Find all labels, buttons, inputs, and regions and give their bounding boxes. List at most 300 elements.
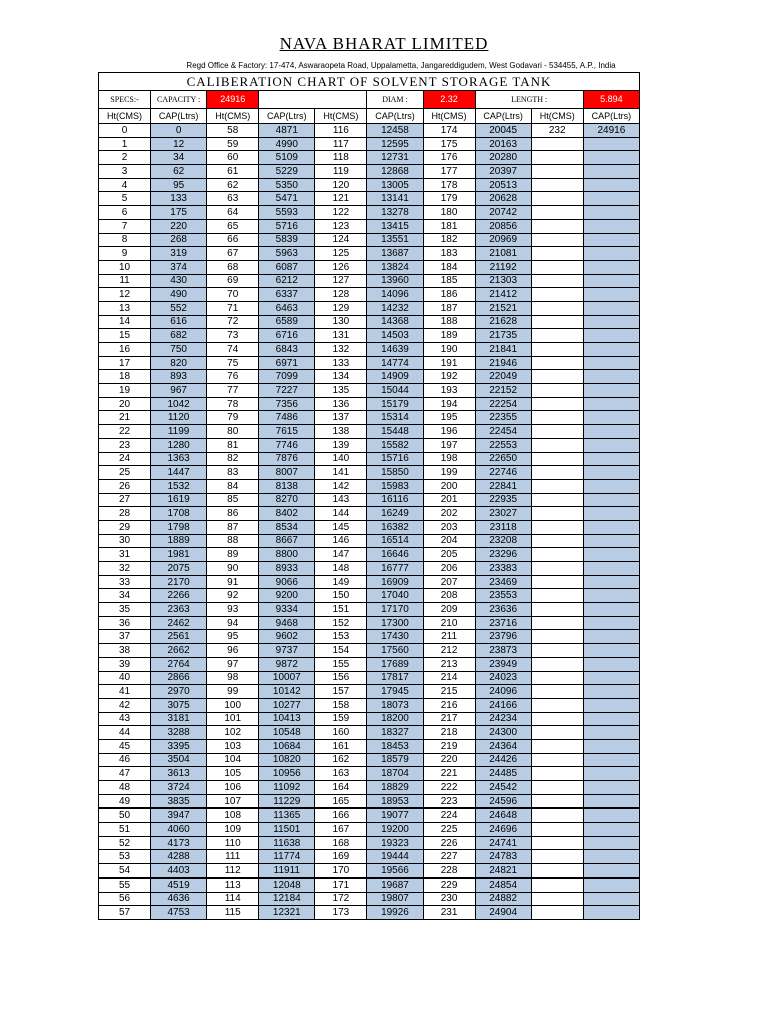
capacity-cell: 22454 [475, 425, 531, 439]
height-cell: 60 [207, 151, 259, 165]
height-cell: 25 [99, 466, 151, 480]
capacity-cell: 12731 [367, 151, 423, 165]
capacity-cell: 9334 [259, 603, 315, 617]
capacity-cell: 7099 [259, 370, 315, 384]
capacity-cell [583, 452, 639, 466]
height-cell: 9 [99, 247, 151, 261]
height-cell: 15 [99, 329, 151, 343]
height-cell [531, 274, 583, 288]
height-cell: 120 [315, 178, 367, 192]
table-row [99, 850, 640, 864]
height-cell [531, 466, 583, 480]
capacity-cell [583, 507, 639, 521]
capacity-cell: 22935 [475, 493, 531, 507]
capacity-cell: 4060 [151, 823, 207, 837]
column-header: CAP(Ltrs) [475, 109, 531, 124]
capacity-cell: 15448 [367, 425, 423, 439]
height-cell: 55 [99, 878, 151, 892]
height-cell [531, 906, 583, 920]
table-row [99, 384, 640, 398]
table-row [99, 906, 640, 920]
table-row [99, 124, 640, 138]
capacity-cell [583, 657, 639, 671]
capacity-cell: 10684 [259, 739, 315, 753]
height-cell [531, 452, 583, 466]
height-cell: 214 [423, 671, 475, 685]
capacity-cell: 1363 [151, 452, 207, 466]
capacity-cell: 820 [151, 356, 207, 370]
height-cell: 109 [207, 823, 259, 837]
capacity-cell: 21628 [475, 315, 531, 329]
capacity-cell: 4990 [259, 137, 315, 151]
capacity-cell: 616 [151, 315, 207, 329]
height-cell: 39 [99, 657, 151, 671]
table-row [99, 712, 640, 726]
capacity-cell: 9200 [259, 589, 315, 603]
capacity-cell [583, 589, 639, 603]
capacity-cell: 24854 [475, 878, 531, 892]
column-header: CAP(Ltrs) [259, 109, 315, 124]
height-cell [531, 493, 583, 507]
height-cell: 153 [315, 630, 367, 644]
table-row [99, 274, 640, 288]
height-cell: 91 [207, 575, 259, 589]
height-cell: 146 [315, 534, 367, 548]
height-cell: 232 [531, 124, 583, 138]
height-cell: 216 [423, 698, 475, 712]
table-row [99, 548, 640, 562]
column-header: Ht(CMS) [315, 109, 367, 124]
capacity-cell: 23296 [475, 548, 531, 562]
capacity-cell [583, 767, 639, 781]
capacity-cell: 430 [151, 274, 207, 288]
height-cell: 177 [423, 165, 475, 179]
height-cell [531, 397, 583, 411]
height-cell: 43 [99, 712, 151, 726]
table-row [99, 466, 640, 480]
column-header: Ht(CMS) [207, 109, 259, 124]
height-cell: 165 [315, 794, 367, 808]
capacity-cell: 6971 [259, 356, 315, 370]
capacity-cell: 19077 [367, 808, 423, 822]
capacity-cell: 12184 [259, 892, 315, 906]
capacity-cell: 18704 [367, 767, 423, 781]
height-cell: 141 [315, 466, 367, 480]
capacity-cell [583, 906, 639, 920]
capacity-cell [583, 165, 639, 179]
capacity-cell [583, 479, 639, 493]
capacity-cell: 9872 [259, 657, 315, 671]
table-row [99, 534, 640, 548]
height-cell [531, 151, 583, 165]
height-cell: 29 [99, 520, 151, 534]
capacity-cell: 2561 [151, 630, 207, 644]
capacity-cell: 2662 [151, 644, 207, 658]
capacity-cell: 24023 [475, 671, 531, 685]
table-row [99, 657, 640, 671]
capacity-cell [583, 794, 639, 808]
height-cell: 50 [99, 808, 151, 822]
capacity-cell [583, 233, 639, 247]
height-cell: 125 [315, 247, 367, 261]
capacity-cell: 5350 [259, 178, 315, 192]
company-address: Regd Office & Factory: 17-474, Aswaraopeta Road, Uppalametta, Jangareddigudem, West Godavari - 534455, A.P., India [186, 61, 616, 70]
height-cell [531, 178, 583, 192]
capacity-cell [583, 781, 639, 795]
height-cell [531, 864, 583, 878]
capacity-cell: 17689 [367, 657, 423, 671]
height-cell: 157 [315, 685, 367, 699]
height-cell: 13 [99, 301, 151, 315]
capacity-cell [583, 548, 639, 562]
capacity-cell: 10956 [259, 767, 315, 781]
capacity-cell: 8402 [259, 507, 315, 521]
height-cell [531, 288, 583, 302]
capacity-cell: 4519 [151, 878, 207, 892]
height-cell: 0 [99, 124, 151, 138]
height-cell [531, 850, 583, 864]
capacity-cell: 17945 [367, 685, 423, 699]
height-cell: 73 [207, 329, 259, 343]
height-cell [531, 685, 583, 699]
capacity-cell: 21192 [475, 260, 531, 274]
height-cell: 14 [99, 315, 151, 329]
capacity-cell: 3613 [151, 767, 207, 781]
height-cell [531, 301, 583, 315]
capacity-cell [583, 301, 639, 315]
height-cell: 137 [315, 411, 367, 425]
height-cell: 113 [207, 878, 259, 892]
capacity-cell: 17300 [367, 616, 423, 630]
capacity-cell [583, 685, 639, 699]
capacity-cell [583, 425, 639, 439]
height-cell: 183 [423, 247, 475, 261]
height-cell: 107 [207, 794, 259, 808]
height-cell [531, 411, 583, 425]
height-cell: 184 [423, 260, 475, 274]
height-cell: 117 [315, 137, 367, 151]
capacity-cell: 6463 [259, 301, 315, 315]
capacity-cell: 24821 [475, 864, 531, 878]
spec-label: SPECS:- [99, 91, 151, 109]
capacity-cell [583, 698, 639, 712]
capacity-cell: 16116 [367, 493, 423, 507]
capacity-cell: 22355 [475, 411, 531, 425]
capacity-cell: 19200 [367, 823, 423, 837]
capacity-cell: 682 [151, 329, 207, 343]
capacity-cell: 15850 [367, 466, 423, 480]
capacity-cell: 17560 [367, 644, 423, 658]
height-cell [531, 219, 583, 233]
height-cell [531, 892, 583, 906]
height-cell: 204 [423, 534, 475, 548]
height-cell [531, 548, 583, 562]
height-cell: 12 [99, 288, 151, 302]
height-cell: 79 [207, 411, 259, 425]
capacity-cell: 2075 [151, 562, 207, 576]
capacity-cell: 19444 [367, 850, 423, 864]
height-cell: 131 [315, 329, 367, 343]
capacity-cell: 21841 [475, 343, 531, 357]
height-cell: 148 [315, 562, 367, 576]
height-cell: 85 [207, 493, 259, 507]
height-cell: 210 [423, 616, 475, 630]
height-cell: 130 [315, 315, 367, 329]
column-header: Ht(CMS) [99, 109, 151, 124]
capacity-cell [583, 850, 639, 864]
height-cell: 136 [315, 397, 367, 411]
table-row [99, 794, 640, 808]
capacity-cell: 552 [151, 301, 207, 315]
height-cell [531, 384, 583, 398]
height-cell [531, 781, 583, 795]
capacity-cell [583, 370, 639, 384]
height-cell: 156 [315, 671, 367, 685]
height-cell: 160 [315, 726, 367, 740]
capacity-cell: 8138 [259, 479, 315, 493]
capacity-cell [583, 726, 639, 740]
height-cell: 205 [423, 548, 475, 562]
height-cell: 227 [423, 850, 475, 864]
height-cell: 72 [207, 315, 259, 329]
capacity-cell: 1120 [151, 411, 207, 425]
capacity-cell: 13687 [367, 247, 423, 261]
height-cell: 84 [207, 479, 259, 493]
height-cell: 77 [207, 384, 259, 398]
capacity-cell [583, 466, 639, 480]
table-row [99, 452, 640, 466]
height-cell: 129 [315, 301, 367, 315]
height-cell: 34 [99, 589, 151, 603]
height-cell: 22 [99, 425, 151, 439]
capacity-cell: 20742 [475, 206, 531, 220]
height-cell: 90 [207, 562, 259, 576]
capacity-cell: 9066 [259, 575, 315, 589]
height-cell: 154 [315, 644, 367, 658]
capacity-cell: 24300 [475, 726, 531, 740]
height-cell: 3 [99, 165, 151, 179]
capacity-cell: 3288 [151, 726, 207, 740]
column-header: Ht(CMS) [531, 109, 583, 124]
table-row [99, 767, 640, 781]
capacity-cell: 17817 [367, 671, 423, 685]
height-cell: 16 [99, 343, 151, 357]
table-row [99, 288, 640, 302]
height-cell: 5 [99, 192, 151, 206]
capacity-cell: 16646 [367, 548, 423, 562]
capacity-cell: 24096 [475, 685, 531, 699]
capacity-cell: 5963 [259, 247, 315, 261]
height-cell: 74 [207, 343, 259, 357]
height-cell: 224 [423, 808, 475, 822]
table-row [99, 520, 640, 534]
table-row [99, 479, 640, 493]
capacity-cell: 10007 [259, 671, 315, 685]
capacity-cell: 21735 [475, 329, 531, 343]
height-cell [531, 438, 583, 452]
capacity-cell: 20969 [475, 233, 531, 247]
height-cell: 170 [315, 864, 367, 878]
height-cell: 115 [207, 906, 259, 920]
height-cell: 66 [207, 233, 259, 247]
capacity-cell [583, 219, 639, 233]
table-row [99, 233, 640, 247]
height-cell: 19 [99, 384, 151, 398]
capacity-cell [583, 493, 639, 507]
capacity-cell: 319 [151, 247, 207, 261]
capacity-cell: 2764 [151, 657, 207, 671]
capacity-cell [583, 630, 639, 644]
capacity-cell: 7876 [259, 452, 315, 466]
height-cell: 4 [99, 178, 151, 192]
capacity-cell: 7615 [259, 425, 315, 439]
table-row [99, 397, 640, 411]
table-row [99, 356, 640, 370]
height-cell: 126 [315, 260, 367, 274]
capacity-cell: 24916 [583, 124, 639, 138]
capacity-cell: 6337 [259, 288, 315, 302]
capacity-cell: 20280 [475, 151, 531, 165]
height-cell: 57 [99, 906, 151, 920]
capacity-cell: 8800 [259, 548, 315, 562]
height-cell [531, 534, 583, 548]
capacity-cell: 3947 [151, 808, 207, 822]
height-cell: 89 [207, 548, 259, 562]
height-cell: 110 [207, 836, 259, 850]
capacity-cell [583, 808, 639, 822]
capacity-cell: 12321 [259, 906, 315, 920]
height-cell: 145 [315, 520, 367, 534]
table-row [99, 370, 640, 384]
capacity-cell: 9602 [259, 630, 315, 644]
height-cell: 24 [99, 452, 151, 466]
height-cell: 200 [423, 479, 475, 493]
height-cell [531, 562, 583, 576]
height-cell: 159 [315, 712, 367, 726]
capacity-cell: 21946 [475, 356, 531, 370]
capacity-cell [583, 739, 639, 753]
height-cell [531, 425, 583, 439]
height-cell: 211 [423, 630, 475, 644]
table-row [99, 892, 640, 906]
capacity-cell: 16249 [367, 507, 423, 521]
capacity-label: CAPACITY : [151, 91, 207, 109]
capacity-cell [583, 603, 639, 617]
height-cell: 92 [207, 589, 259, 603]
height-cell: 122 [315, 206, 367, 220]
capacity-cell: 12868 [367, 165, 423, 179]
table-row [99, 343, 640, 357]
height-cell: 70 [207, 288, 259, 302]
capacity-cell: 1708 [151, 507, 207, 521]
capacity-cell [583, 384, 639, 398]
capacity-cell [583, 260, 639, 274]
capacity-cell: 23469 [475, 575, 531, 589]
capacity-cell [583, 562, 639, 576]
capacity-cell: 18073 [367, 698, 423, 712]
capacity-cell [583, 151, 639, 165]
table-row [99, 575, 640, 589]
capacity-cell: 1280 [151, 438, 207, 452]
height-cell: 23 [99, 438, 151, 452]
capacity-cell: 22049 [475, 370, 531, 384]
capacity-cell: 21412 [475, 288, 531, 302]
capacity-cell: 11365 [259, 808, 315, 822]
length-label: LENGTH : [475, 91, 583, 109]
height-cell: 168 [315, 836, 367, 850]
capacity-cell: 20163 [475, 137, 531, 151]
height-cell: 179 [423, 192, 475, 206]
capacity-cell [583, 712, 639, 726]
table-row [99, 808, 640, 822]
height-cell: 133 [315, 356, 367, 370]
height-cell: 178 [423, 178, 475, 192]
capacity-cell: 13824 [367, 260, 423, 274]
height-cell: 132 [315, 343, 367, 357]
capacity-cell: 12595 [367, 137, 423, 151]
capacity-cell [583, 329, 639, 343]
height-cell: 82 [207, 452, 259, 466]
height-cell: 230 [423, 892, 475, 906]
capacity-cell: 8270 [259, 493, 315, 507]
height-cell [531, 644, 583, 658]
height-cell: 68 [207, 260, 259, 274]
capacity-cell: 11229 [259, 794, 315, 808]
height-cell: 217 [423, 712, 475, 726]
capacity-cell: 23873 [475, 644, 531, 658]
capacity-cell: 16777 [367, 562, 423, 576]
height-cell: 202 [423, 507, 475, 521]
height-cell: 45 [99, 739, 151, 753]
height-cell: 112 [207, 864, 259, 878]
height-cell: 44 [99, 726, 151, 740]
capacity-cell: 17170 [367, 603, 423, 617]
height-cell [531, 767, 583, 781]
capacity-cell: 5109 [259, 151, 315, 165]
capacity-cell [583, 192, 639, 206]
height-cell: 219 [423, 739, 475, 753]
height-cell: 97 [207, 657, 259, 671]
height-cell [531, 575, 583, 589]
height-cell: 7 [99, 219, 151, 233]
capacity-cell: 11501 [259, 823, 315, 837]
table-row [99, 219, 640, 233]
capacity-cell: 6212 [259, 274, 315, 288]
capacity-cell: 1199 [151, 425, 207, 439]
company-title: NAVA BHARAT LIMITED [279, 34, 489, 53]
capacity-cell: 22746 [475, 466, 531, 480]
height-cell: 167 [315, 823, 367, 837]
height-cell: 225 [423, 823, 475, 837]
capacity-cell: 4403 [151, 864, 207, 878]
capacity-cell: 18327 [367, 726, 423, 740]
height-cell: 65 [207, 219, 259, 233]
capacity-cell: 23027 [475, 507, 531, 521]
height-cell: 38 [99, 644, 151, 658]
table-row [99, 493, 640, 507]
capacity-cell: 24904 [475, 906, 531, 920]
capacity-cell: 3835 [151, 794, 207, 808]
height-cell: 41 [99, 685, 151, 699]
capacity-cell: 5839 [259, 233, 315, 247]
height-cell: 149 [315, 575, 367, 589]
capacity-cell [583, 356, 639, 370]
height-cell: 220 [423, 753, 475, 767]
capacity-cell: 34 [151, 151, 207, 165]
height-cell: 196 [423, 425, 475, 439]
table-row [99, 301, 640, 315]
capacity-cell: 16909 [367, 575, 423, 589]
